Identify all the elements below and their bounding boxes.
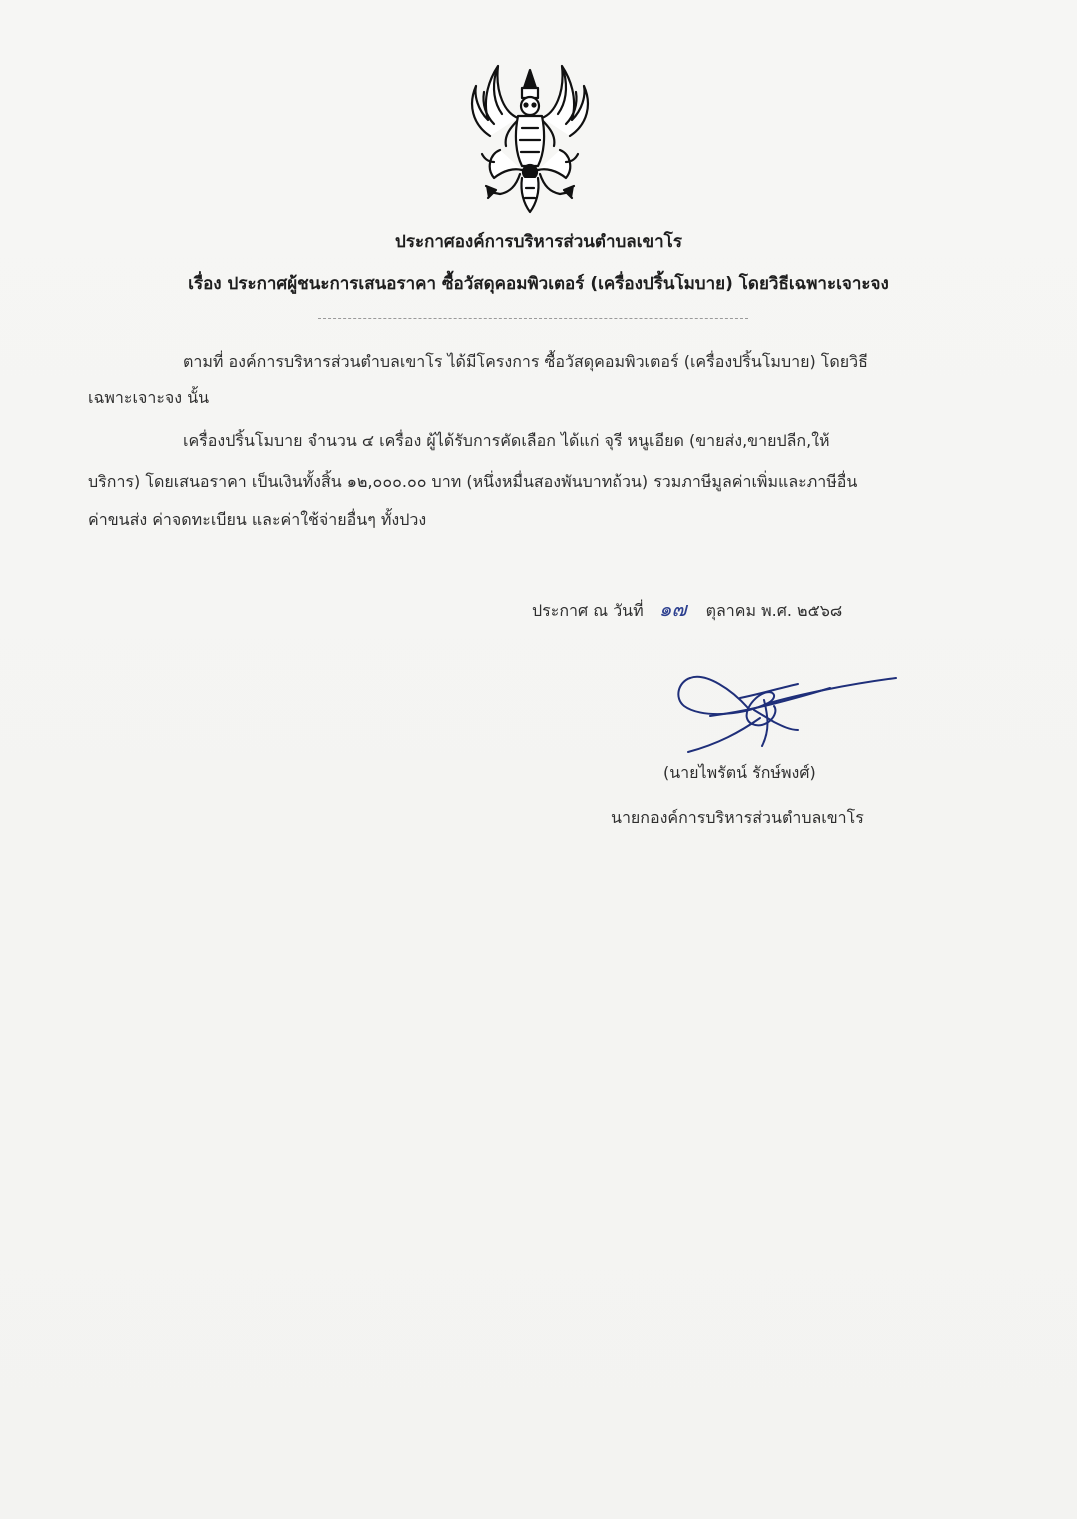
paragraph-2-line-3: ค่าขนส่ง ค่าจดทะเบียน และค่าใช้จ่ายอื่นๆ ทั้งปวง (88, 510, 427, 529)
signer-name: (นายไพรัตน์ รักษ์พงศ์) (663, 763, 816, 782)
date-prefix: ประกาศ ณ วันที่ (532, 601, 644, 620)
announcement-title: ประกาศองค์การบริหารส่วนตำบลเขาโร (395, 232, 682, 252)
signer-position: นายกองค์การบริหารส่วนตำบลเขาโร (611, 808, 864, 827)
handwritten-signature-icon (670, 660, 902, 756)
date-suffix: ตุลาคม พ.ศ. ๒๕๖๘ (705, 601, 843, 620)
paragraph-2-line-1: เครื่องปริ้นโมบาย จำนวน ๔ เครื่อง ผู้ได้รับการคัดเลือก ได้แก่ จุรี หนูเอียด (ขายส่ง,ขายปลีก,ให้ (183, 431, 830, 450)
paragraph-2-line-2: บริการ) โดยเสนอราคา เป็นเงินทั้งสิ้น ๑๒,๐๐๐.๐๐ บาท (หนึ่งหมื่นสองพันบาทถ้วน) รวมภาษีมูลค่าเพิ่มและภาษีอื่น (88, 472, 858, 491)
paragraph-1-line-1: ตามที่ องค์การบริหารส่วนตำบลเขาโร ได้มีโครงการ ซื้อวัสดุคอมพิวเตอร์ (เครื่องปริ้นโมบาย) โดยวิธี (183, 352, 868, 371)
garuda-emblem-icon (460, 58, 600, 216)
date-day-handwritten: ๑๗ (658, 597, 687, 621)
announcement-subject: เรื่อง ประกาศผู้ชนะการเสนอราคา ซื้อวัสดุคอมพิวเตอร์ (เครื่องปริ้นโมบาย) โดยวิธีเฉพาะเจาะจง (188, 274, 889, 294)
announcement-date (532, 593, 842, 625)
paragraph-1-line-2: เฉพาะเจาะจง นั้น (88, 388, 210, 407)
divider (318, 318, 748, 319)
